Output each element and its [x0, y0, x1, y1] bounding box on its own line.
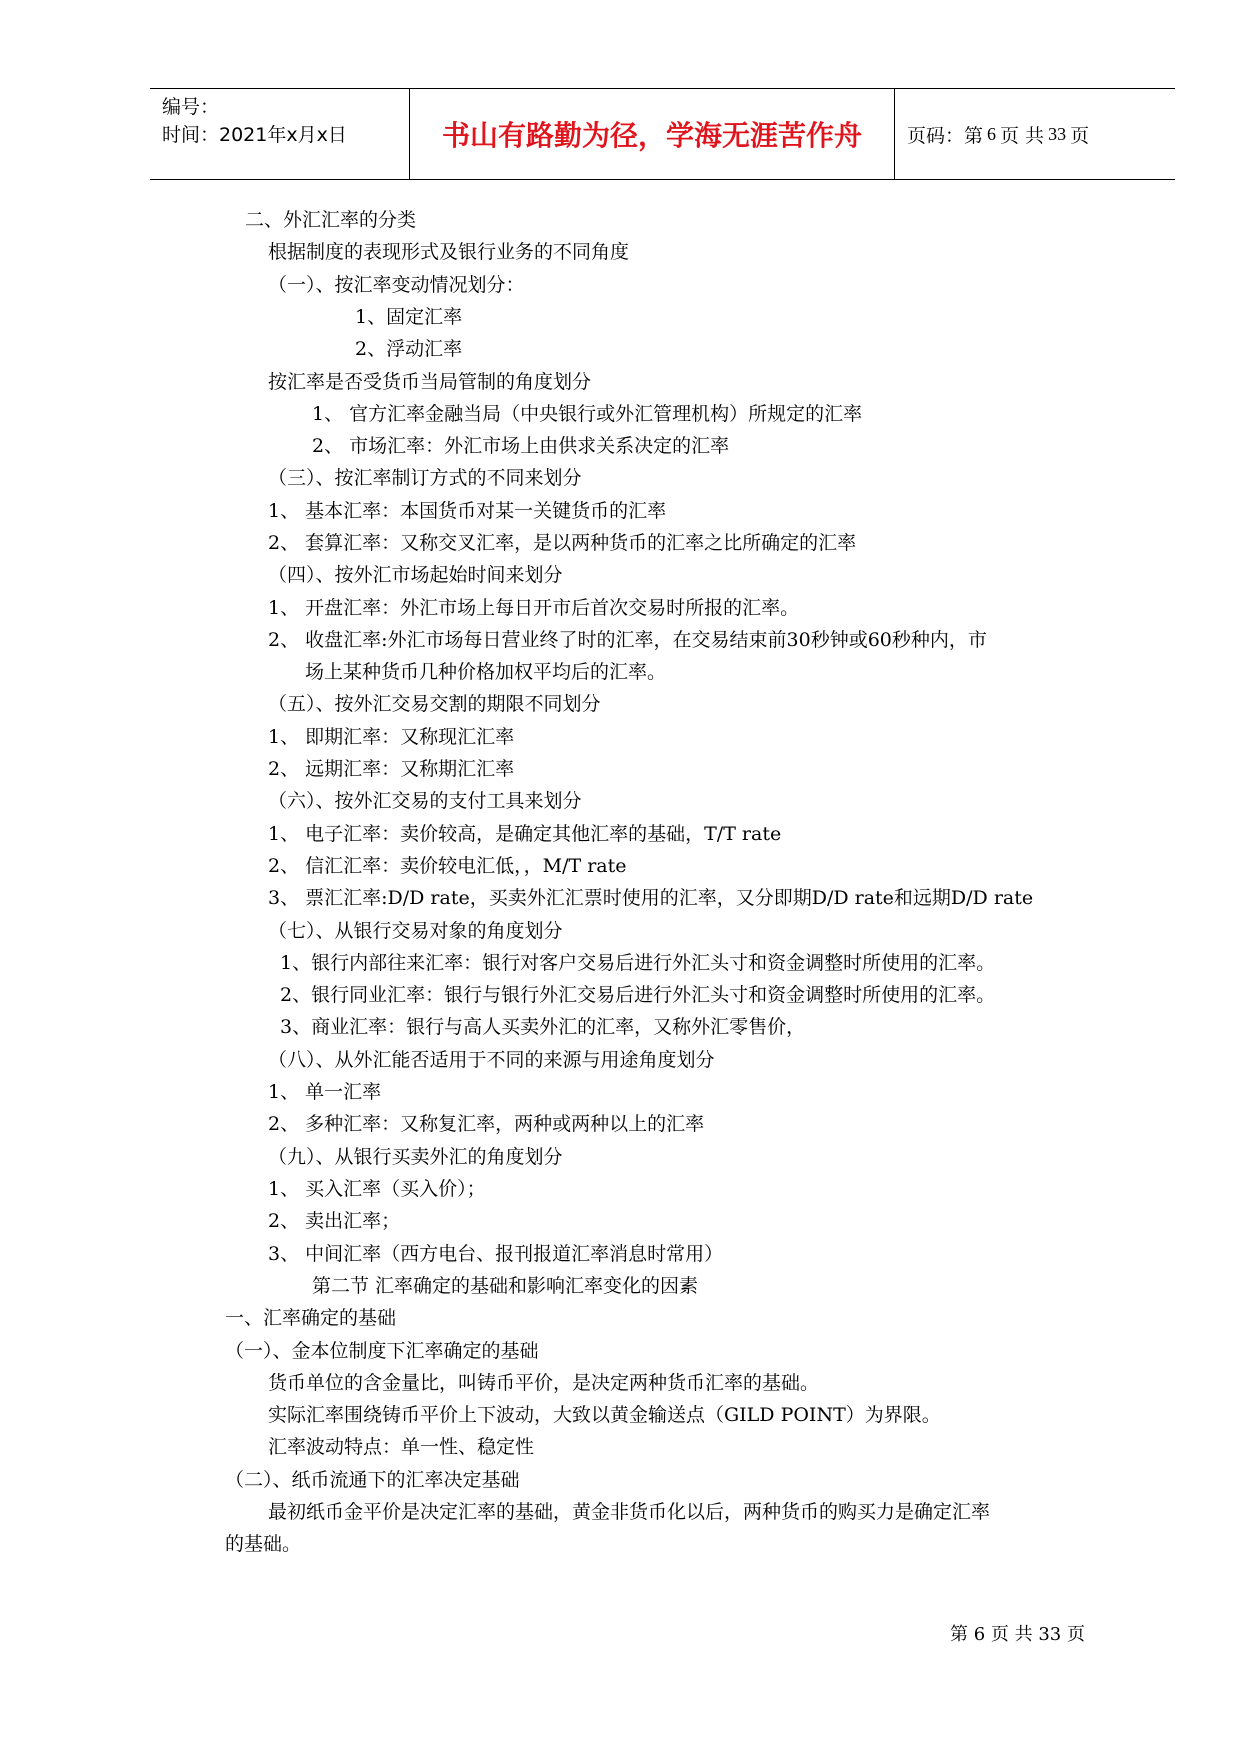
text-line: 实际汇率围绕铸币平价上下波动，大致以黄金输送点（GILD POINT）为界限。	[268, 1404, 941, 1426]
text-line: 2、 市场汇率：外汇市场上由供求关系决定的汇率	[312, 435, 730, 457]
text-line: 2、 信汇汇率：卖价较电汇低，，M/T rate	[268, 855, 627, 877]
header-motto: 书山有路勤为径，学海无涯苦作舟	[410, 89, 895, 179]
header-page-indicator	[895, 89, 1175, 179]
text-line: 1、银行内部往来汇率：银行对客户交易后进行外汇头寸和资金调整时所使用的汇率。	[280, 952, 996, 974]
text-line: 2、 套算汇率：又称交叉汇率，是以两种货币的汇率之比所确定的汇率	[268, 532, 857, 554]
text-line: 汇率波动特点：单一性、稳定性	[268, 1436, 535, 1458]
text-line: 二、外汇汇率的分类	[245, 209, 417, 231]
text-line: 1、 即期汇率：又称现汇汇率	[268, 726, 515, 748]
text-line: 最初纸币金平价是决定汇率的基础，黄金非货币化以后，两种货币的购买力是确定汇率	[268, 1501, 991, 1523]
text-line: 1、 基本汇率：本国货币对某一关键货币的汇率	[268, 500, 667, 522]
text-line: 第二节 汇率确定的基础和影响汇率变化的因素	[312, 1275, 699, 1297]
document-header	[150, 88, 1175, 180]
text-line: （五）、按外汇交易交割的期限不同划分	[268, 693, 601, 715]
text-line: 2、 收盘汇率:外汇市场每日营业终了时的汇率，在交易结束前30秒钟或60秒种内，市	[268, 629, 987, 651]
text-line: 1、 官方汇率金融当局（中央银行或外汇管理机构）所规定的汇率	[312, 403, 863, 425]
text-line: （四）、按外汇市场起始时间来划分	[268, 564, 563, 586]
text-line: 1、 买入汇率（买入价）；	[268, 1178, 486, 1200]
text-line: 2、 多种汇率：又称复汇率，两种或两种以上的汇率	[268, 1113, 705, 1135]
text-line: （九）、从银行买卖外汇的角度划分	[268, 1146, 563, 1168]
text-line: （一）、金本位制度下汇率确定的基础	[225, 1340, 539, 1362]
text-line: 货币单位的含金量比，叫铸币平价，是决定两种货币汇率的基础。	[268, 1372, 820, 1394]
header-meta-cell	[150, 89, 410, 179]
page-middle: 页 共	[1000, 124, 1045, 147]
page-current: 6	[987, 123, 997, 144]
text-line: （二）、纸币流通下的汇率决定基础	[225, 1469, 520, 1491]
text-line: （三）、按汇率制订方式的不同来划分	[268, 467, 582, 489]
text-line: （七）、从银行交易对象的角度划分	[268, 920, 563, 942]
text-line: 2、浮动汇率	[355, 338, 463, 360]
text-line: （一）、按汇率变动情况划分：	[268, 274, 525, 296]
text-line: 2、银行同业汇率：银行与银行外汇交易后进行外汇头寸和资金调整时所使用的汇率。	[280, 984, 996, 1006]
text-line: 1、 开盘汇率：外汇市场上每日开市后首次交易时所报的汇率。	[268, 597, 800, 619]
text-line: 场上某种货币几种价格加权平均后的汇率。	[305, 661, 667, 683]
text-line: （六）、按外汇交易的支付工具来划分	[268, 790, 582, 812]
page-total: 33	[1048, 123, 1067, 144]
page-footer: 第 6 页 共 33 页	[950, 1624, 1085, 1645]
text-line: 3、 中间汇率（西方电台、报刊报道汇率消息时常用）	[268, 1243, 724, 1265]
text-line: 1、固定汇率	[355, 306, 463, 328]
text-line: 根据制度的表现形式及银行业务的不同角度	[268, 241, 630, 263]
text-line: 3、 票汇汇率:D/D rate，买卖外汇汇票时使用的汇率，又分即期D/D rate和远期D/D rate	[268, 887, 1034, 909]
text-line: 按汇率是否受货币当局管制的角度划分	[268, 371, 592, 393]
text-line: 1、 电子汇率：卖价较高，是确定其他汇率的基础，T/T rate	[268, 823, 782, 845]
text-line: 1、 单一汇率	[268, 1081, 382, 1103]
page-suffix: 页	[1070, 124, 1090, 147]
text-line: 3、商业汇率：银行与高人买卖外汇的汇率，又称外汇零售价，	[280, 1016, 806, 1038]
text-line: 的基础。	[225, 1533, 302, 1555]
text-line: 2、 卖出汇率；	[268, 1210, 401, 1232]
text-line: 2、 远期汇率：又称期汇汇率	[268, 758, 515, 780]
document-number-label: 编号：	[162, 96, 220, 118]
text-line: 一、汇率确定的基础	[225, 1307, 397, 1329]
text-line: （八）、从外汇能否适用于不同的来源与用途角度划分	[268, 1049, 715, 1071]
document-time-label: 时间：2021年x月x日	[162, 124, 347, 146]
page-prefix: 页码：第	[907, 124, 984, 147]
